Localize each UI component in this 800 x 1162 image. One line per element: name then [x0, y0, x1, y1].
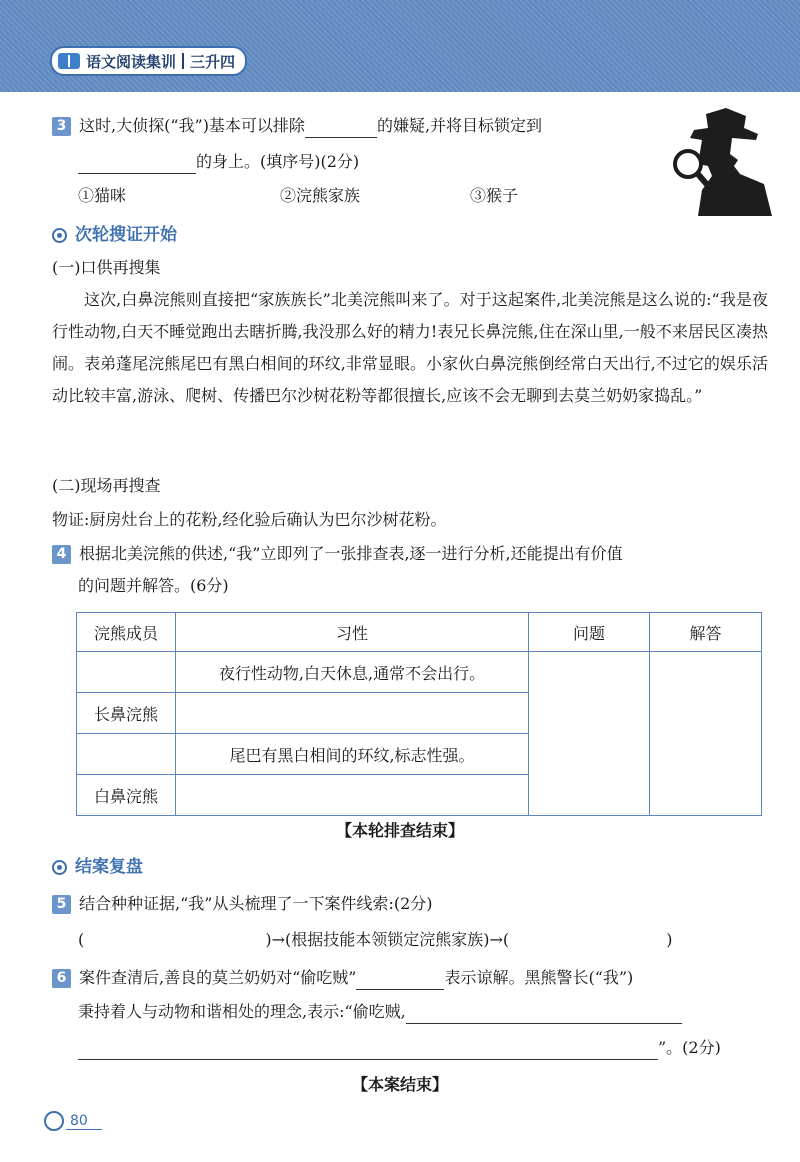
q5-close-paren: ) [666, 930, 673, 949]
q3-options [78, 184, 518, 208]
header-answer: 解答 [650, 613, 762, 652]
q6-blank-3[interactable] [78, 1041, 658, 1060]
testimony-text: 这次,白鼻浣熊则直接把“家族族长”北美浣熊叫来了。对于这起案件,北美浣熊是这么说的:“我是夜行性动物,白天不睡觉跑出去瞎折腾,我没那么好的精力!表兄长鼻浣熊,住在深山里,一般不来居民区凑热闹。表弟蓬尾浣熊尾巴有黑白相间的环纹,非常显眼。小家伙白鼻浣熊倒经常白天出行,不过它的娱乐活动比较丰富,游泳、爬树、传播巴尔沙树花粉等都很擅长,应该不会无聊到去莫兰奶奶家捣乱。” [52, 290, 768, 405]
grade-label: 三升四 [190, 52, 236, 71]
q6-line3 [78, 1036, 721, 1060]
series-badge [50, 46, 247, 76]
q3-text-b: 的嫌疑,并将目标锁定到 [376, 116, 543, 135]
q3-line1 [52, 114, 542, 138]
section-ring-icon [52, 228, 67, 243]
q4-line1 [52, 542, 623, 566]
section-ring-icon [52, 860, 67, 875]
raccoon-check-table [76, 612, 762, 816]
part1-title: (一)口供再搜集 [52, 258, 161, 277]
header-member: 浣熊成员 [77, 613, 176, 652]
q3-line2 [78, 150, 359, 174]
header-question: 问题 [529, 613, 650, 652]
section-title: 结案复盘 [75, 857, 143, 877]
series-title: 语文阅读集训 [86, 52, 177, 71]
book-icon [58, 53, 80, 69]
table-row [77, 652, 762, 693]
q6-text-c: 秉持着人与动物和谐相处的理念,表示:“偷吃贼, [78, 1002, 406, 1021]
q3-option-2[interactable]: ②浣熊家族 [280, 186, 361, 205]
testimony-paragraph [52, 284, 768, 412]
q4-number: 4 [52, 545, 71, 564]
q3-option-3[interactable]: ③猴子 [470, 186, 519, 205]
q6-blank-2[interactable] [406, 1005, 682, 1024]
page-number: 80 [70, 1113, 88, 1129]
q6-blank-1[interactable] [356, 971, 444, 990]
divider [182, 53, 184, 69]
q6-line1 [52, 966, 633, 990]
habit-cell: 夜行性动物,白天休息,通常不会出行。 [176, 652, 529, 693]
q3-blank-2[interactable] [78, 155, 196, 174]
habit-cell: 尾巴有黑白相间的环纹,标志性强。 [176, 734, 529, 775]
section-case-review [52, 852, 143, 877]
case-end-note: 【本案结束】 [351, 1075, 448, 1094]
q3-text-a: 这时,大侦探(“我”)基本可以排除 [79, 116, 305, 135]
q6-number: 6 [52, 969, 71, 988]
question-cell[interactable] [529, 652, 650, 816]
member-cell[interactable] [77, 734, 176, 775]
member-cell[interactable] [77, 652, 176, 693]
evidence-text: 物证:厨房灶台上的花粉,经化验后确认为巴尔沙树花粉。 [52, 510, 447, 529]
q3-blank-1[interactable] [305, 119, 377, 138]
q5-clue-chain [78, 928, 758, 952]
q5-number: 5 [52, 895, 71, 914]
page-number-underline [66, 1129, 102, 1130]
q5-text: 结合种种证据,“我”从头梳理了一下案件线索:(2分) [79, 894, 433, 913]
habit-cell[interactable] [176, 775, 529, 816]
q5-open-paren: ( [78, 930, 85, 949]
part2-title: (二)现场再搜查 [52, 476, 161, 495]
q4-text-a: 根据北美浣熊的供述,“我”立即列了一张排查表,逐一进行分析,还能提出有价值 [79, 544, 623, 563]
detective-silhouette-icon [668, 104, 772, 216]
q3-text-c: 的身上。(填序号)(2分) [196, 152, 360, 171]
q5-middle-text: )→(根据技能本领锁定浣熊家族)→( [265, 930, 510, 949]
q6-text-a: 案件查清后,善良的莫兰奶奶对“偷吃贼” [79, 968, 357, 987]
round-end-note: 【本轮排查结束】 [335, 821, 464, 840]
q6-text-b: 表示谅解。黑熊警长(“我”) [444, 968, 634, 987]
q6-line2 [78, 1000, 682, 1024]
q3-option-1[interactable]: ①猫咪 [78, 186, 127, 205]
sun-icon [44, 1111, 64, 1131]
q6-text-d: ”。(2分) [658, 1038, 721, 1057]
member-cell: 白鼻浣熊 [77, 775, 176, 816]
member-cell: 长鼻浣熊 [77, 693, 176, 734]
q3-number: 3 [52, 117, 71, 136]
table-header-row [77, 613, 762, 652]
section-second-search [52, 220, 177, 245]
page-number-area [44, 1111, 88, 1131]
q5-line1 [52, 892, 433, 916]
header-habit: 习性 [176, 613, 529, 652]
answer-cell[interactable] [650, 652, 762, 816]
q4-line2: 的问题并解答。(6分) [78, 576, 229, 595]
habit-cell[interactable] [176, 693, 529, 734]
section-title: 次轮搜证开始 [75, 225, 177, 245]
